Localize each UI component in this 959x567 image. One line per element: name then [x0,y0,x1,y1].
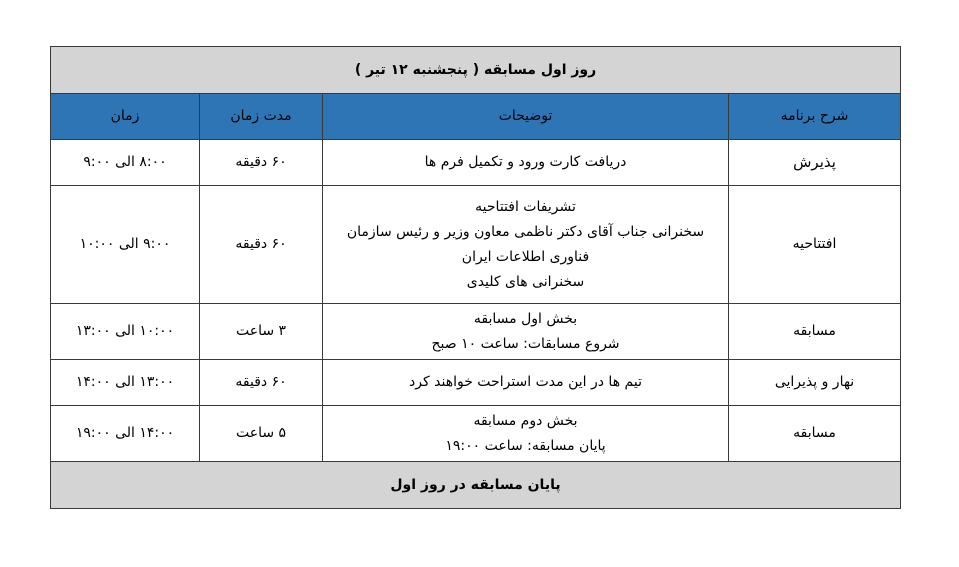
time-cell: ۱۳:۰۰ الی ۱۴:۰۰ [51,360,200,406]
table-row [51,140,901,186]
time-cell: ۱۰:۰۰ الی ۱۳:۰۰ [51,304,200,360]
description-line: بخش اول مسابقه [473,310,578,327]
duration-cell: ۶۰ دقیقه [200,360,323,406]
column-header-description: توضیحات [323,94,729,140]
description-line: سخنرانی جناب آقای دکتر ناظمی معاون وزیر و رئیس سازمان [346,223,705,240]
column-header-time: زمان [51,94,200,140]
program-cell: پذیرش [729,140,901,186]
program-cell: نهار و پذیرایی [729,360,901,406]
description-line: پایان مسابقه: ساعت ۱۹:۰۰ [445,437,606,454]
table-row [51,360,901,406]
column-header-program: شرح برنامه [729,94,901,140]
program-cell: مسابقه [729,304,901,360]
description-cell [323,406,729,462]
time-cell: ۸:۰۰ الی ۹:۰۰ [51,140,200,186]
description-line: فناوری اطلاعات ایران [461,248,590,265]
description-line: تشریفات افتتاحیه [475,198,576,215]
duration-cell: ۵ ساعت [200,406,323,462]
time-cell: ۱۴:۰۰ الی ۱۹:۰۰ [51,406,200,462]
table-row [51,186,901,304]
description-line: شروع مسابقات: ساعت ۱۰ صبح [431,335,620,352]
table-footer: پایان مسابقه در روز اول [51,462,901,509]
description-cell [323,360,729,406]
time-cell: ۹:۰۰ الی ۱۰:۰۰ [51,186,200,304]
program-cell: مسابقه [729,406,901,462]
table-title: روز اول مسابقه ( پنجشنبه ۱۲ تیر ) [51,47,901,94]
duration-cell: ۳ ساعت [200,304,323,360]
description-line: تیم ها در این مدت استراحت خواهند کرد [409,374,642,390]
description-line: دریافت کارت ورود و تکمیل فرم ها [424,154,627,170]
table-row [51,304,901,360]
header-row [51,94,901,140]
description-line: بخش دوم مسابقه [473,412,578,429]
program-cell: افتتاحیه [729,186,901,304]
table-row [51,406,901,462]
description-line: سخنرانی های کلیدی [466,273,585,290]
duration-cell: ۶۰ دقیقه [200,186,323,304]
duration-cell: ۶۰ دقیقه [200,140,323,186]
description-cell [323,186,729,304]
column-header-duration: مدت زمان [200,94,323,140]
description-cell [323,304,729,360]
schedule-table [50,46,901,509]
description-cell [323,140,729,186]
